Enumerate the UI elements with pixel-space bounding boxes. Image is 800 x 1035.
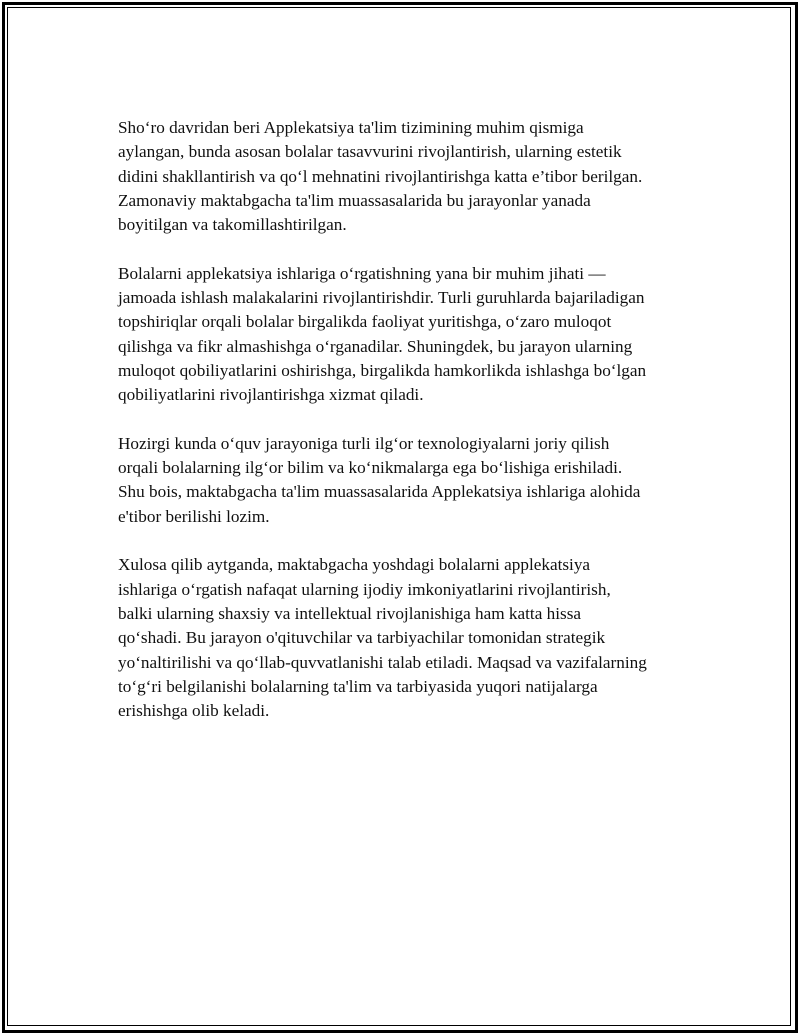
- paragraph-1-line: didini shakllantirish va qo‘l mehnatini rivojlantirishga katta e’tibor berilgan.: [118, 166, 643, 186]
- document-body: [118, 116, 688, 748]
- paragraph-2-line: qilishga va fikr almashishga o‘rganadilar. Shuningdek, bu jarayon ularning: [118, 336, 633, 356]
- paragraph-1-line: Sho‘ro davridan beri Applekatsiya ta'lim tizimining muhim qismiga: [118, 118, 584, 137]
- paragraph-4-line: balki ularning shaxsiy va intellektual rivojlanishiga ham katta hissa: [118, 603, 582, 623]
- paragraph-3: [118, 432, 688, 529]
- paragraph-4-line: Xulosa qilib aytganda, maktabgacha yoshdagi bolalarni applekatsiya: [118, 555, 591, 575]
- paragraph-2: [118, 262, 688, 408]
- paragraph-3-line: orqali bolalarning ilg‘or bilim va ko‘nikmalarga ega bo‘lishiga erishiladi.: [118, 458, 623, 478]
- paragraph-4: [118, 553, 688, 723]
- paragraph-2-line: qobiliyatlarini rivojlantirishga xizmat qiladi.: [118, 385, 424, 405]
- paragraph-4-line: ishlariga o‘rgatish nafaqat ularning ijodiy imkoniyatlarini rivojlantirish,: [118, 579, 611, 599]
- paragraph-1: [118, 116, 688, 237]
- paragraph-3-line: Hozirgi kunda o‘quv jarayoniga turli ilg‘or texnologiyalarni joriy qilish: [118, 433, 610, 453]
- paragraph-2-line: jamoada ishlash malakalarini rivojlantirishdir. Turli guruhlarda bajariladigan: [118, 288, 645, 308]
- paragraph-2-line: Bolalarni applekatsiya ishlariga o‘rgatishning yana bir muhim jihati —: [118, 263, 606, 283]
- paragraph-1-line: boyitilgan va takomillashtirilgan.: [118, 215, 347, 235]
- paragraph-3-line: e'tibor berilishi lozim.: [118, 506, 270, 526]
- paragraph-4-line: erishishga olib keladi.: [118, 701, 270, 721]
- paragraph-1-line: aylangan, bunda asosan bolalar tasavvurini rivojlantirish, ularning estetik: [118, 142, 622, 162]
- paragraph-4-line: qo‘shadi. Bu jarayon o'qituvchilar va tarbiyachilar tomonidan strategik: [118, 628, 606, 648]
- paragraph-3-line: Shu bois, maktabgacha ta'lim muassasalarida Applekatsiya ishlariga alohida: [118, 482, 641, 502]
- paragraph-2-line: muloqot qobiliyatlarini oshirishga, birgalikda hamkorlikda ishlashga bo‘lgan: [118, 360, 647, 380]
- paragraph-4-line: yo‘naltirilishi va qo‘llab-quvvatlanishi talab etiladi. Maqsad va vazifalarning: [118, 652, 647, 672]
- paragraph-4-line: to‘g‘ri belgilanishi bolalarning ta'lim va tarbiyasida yuqori natijalarga: [118, 676, 598, 696]
- paragraph-2-line: topshiriqlar orqali bolalar birgalikda faoliyat yuritishga, o‘zaro muloqot: [118, 312, 612, 332]
- paragraph-1-line: Zamonaviy maktabgacha ta'lim muassasalarida bu jarayonlar yanada: [118, 190, 591, 210]
